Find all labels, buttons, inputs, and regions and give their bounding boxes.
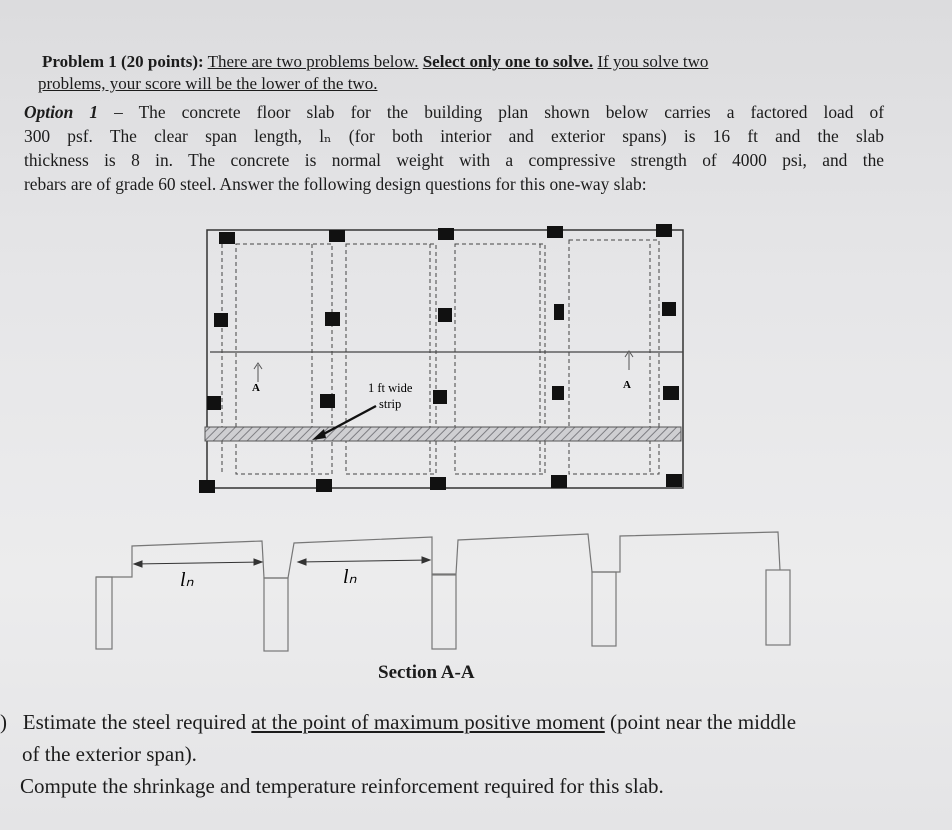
q1-prefix: ) [0, 710, 7, 734]
slab-profile [96, 532, 780, 578]
column [207, 396, 221, 410]
plan-outline [207, 230, 683, 488]
column [666, 474, 682, 487]
q1-text-b: at the point of maximum positive moment [251, 710, 605, 734]
section-column [264, 578, 288, 651]
column [554, 304, 564, 320]
option-line-3: thickness is 8 in. The concrete is normal weight with a compressive strength of 4000 psi, and the [24, 150, 884, 170]
instruction-c: If you solve two [597, 52, 709, 71]
option-line-1: The concrete floor slab for the building plan shown below carries a factored load of [138, 102, 885, 122]
span-dimensions [134, 557, 430, 567]
floor-plan [199, 224, 683, 493]
instruction-a: There are two problems below. [207, 52, 419, 71]
option-line-2: 300 psf. The clear span length, lₙ (for both interior and exterior spans) is 16 ft and the slab [24, 126, 884, 146]
span-label-2: lₙ [343, 566, 357, 588]
q1-text-d: of the exterior span). [22, 742, 197, 766]
option-label: Option 1 [24, 102, 99, 122]
q1-text-c: (point near the middle [604, 710, 797, 734]
one-ft-strip [205, 427, 681, 441]
column [316, 479, 332, 492]
strip-label-1: 1 ft wide [368, 381, 413, 395]
column [438, 228, 454, 240]
instruction-b: Select only one to solve. [422, 52, 594, 71]
question-1 [0, 710, 796, 735]
column [552, 386, 564, 400]
instruction-d: problems, your score will be the lower of the two. [38, 74, 378, 93]
problem-label: Problem 1 (20 points): [42, 52, 204, 71]
column [663, 386, 679, 400]
section-marker-right: A [623, 379, 631, 391]
section-title: Section A-A [378, 662, 475, 683]
column [320, 394, 335, 408]
section-column [592, 572, 616, 646]
option-dash: – [98, 102, 139, 122]
column [662, 302, 676, 316]
column [656, 224, 672, 237]
column [329, 230, 345, 242]
section-marker-left: A [252, 382, 260, 394]
section-column [96, 577, 112, 649]
span-label-1: lₙ [180, 569, 194, 591]
column [325, 312, 340, 326]
column [433, 390, 447, 404]
option-line-4: rebars are of grade 60 steel. Answer the following design questions for this one-way slab: [24, 174, 647, 194]
column [430, 477, 446, 490]
column [551, 475, 567, 488]
column [438, 308, 452, 322]
section-a-a [96, 532, 790, 651]
section-column [766, 570, 790, 645]
question-2: Compute the shrinkage and temperature reinforcement required for this slab. [20, 774, 664, 798]
column [214, 313, 228, 327]
strip-label-2: strip [379, 397, 402, 411]
column [547, 226, 563, 238]
columns [199, 224, 682, 493]
q1-text-a: Estimate the steel required [22, 710, 252, 734]
column [199, 480, 215, 493]
section-column [432, 575, 456, 649]
column [219, 232, 235, 244]
